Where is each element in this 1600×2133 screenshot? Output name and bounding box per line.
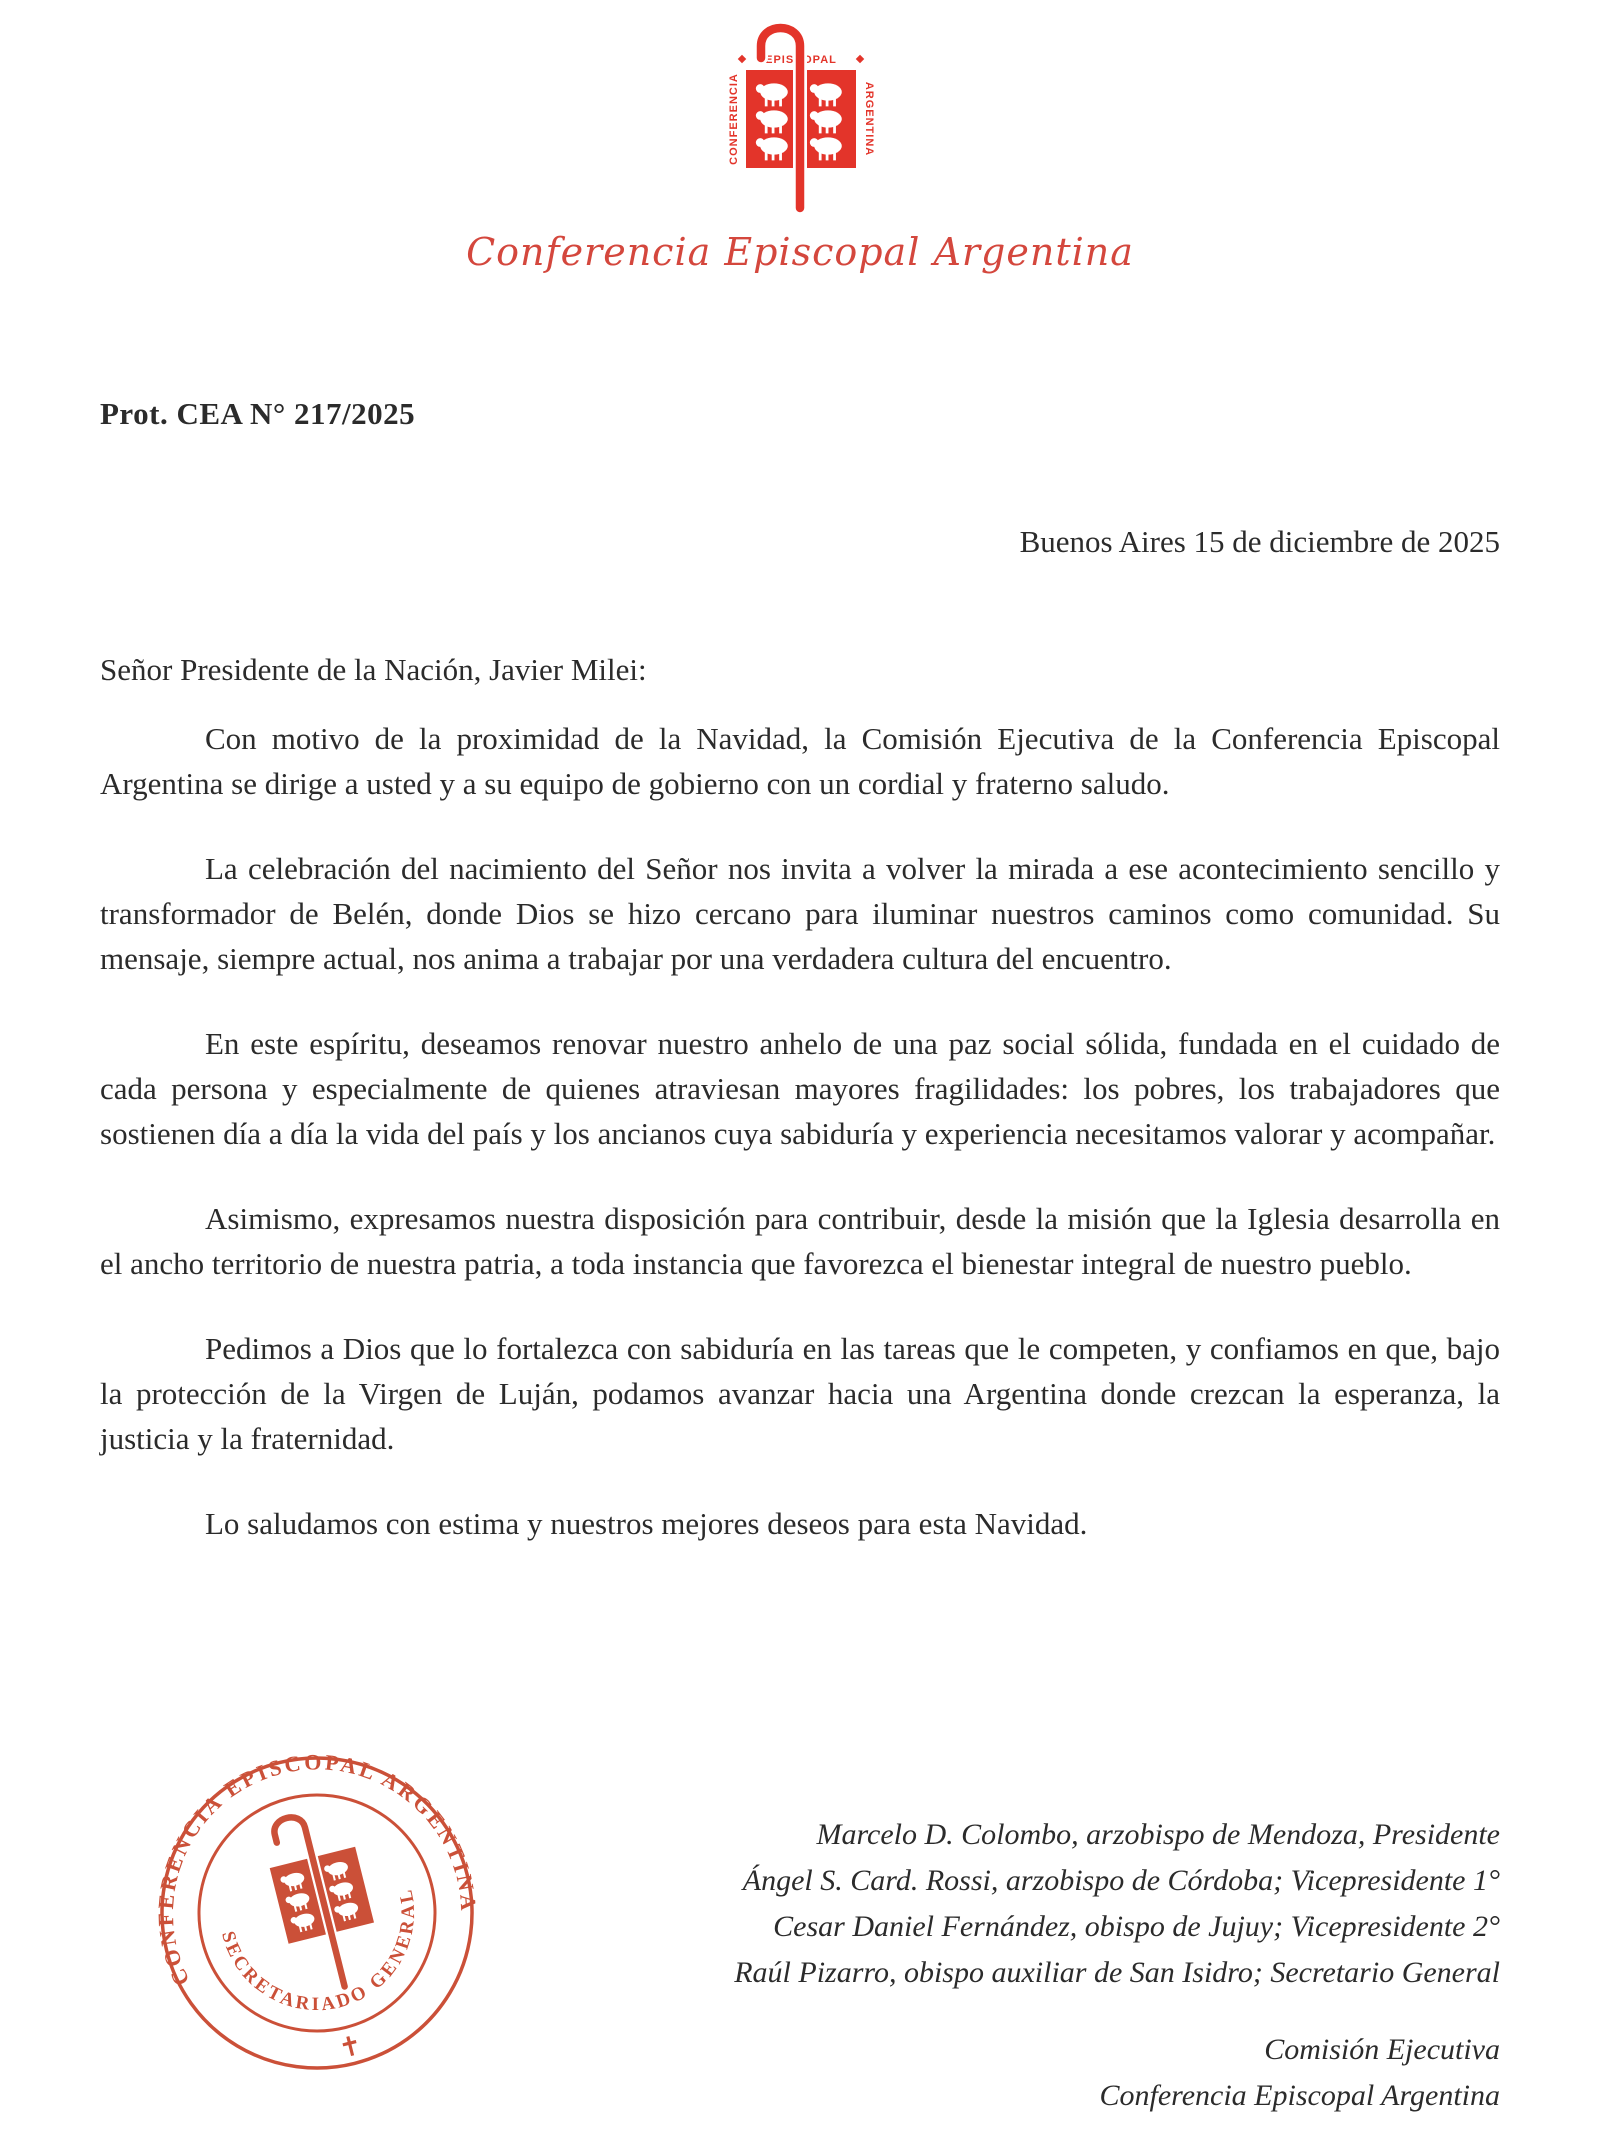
paragraph: Asimismo, expresamos nuestra disposición para contribuir, desde la misión que la Iglesia desarrolla en el ancho territorio de nuestra patria, a toda instancia que favorezca el bienestar integral de nuestro pueblo.	[100, 1201, 1500, 1281]
paragraph: Lo saludamos con estima y nuestros mejores deseos para esta Navidad.	[205, 1506, 1088, 1541]
signature-line: Raúl Pizarro, obispo auxiliar de San Isidro; Secretario General	[734, 1956, 1500, 1989]
signature-block	[734, 1812, 1500, 1996]
letterhead	[0, 0, 1600, 274]
closing-line-2: Conferencia Episcopal Argentina	[1099, 2079, 1500, 2112]
letter-body	[100, 716, 1500, 1546]
date-line: Buenos Aires 15 de diciembre de 2025	[1019, 524, 1500, 559]
signature-section	[0, 1742, 1600, 2133]
cea-crosier-logo-icon	[685, 12, 915, 217]
paragraph: En este espíritu, deseamos renovar nuestro anhelo de una paz social sólida, fundada en el cuidado de cada persona y especialmente de quienes atraviesan mayores fragilidades: los pobres, los trabajadores que sostienen día a día la vida del país y los ancianos cuya sabiduría y experiencia necesitamos valorar y acompañar.	[100, 1026, 1500, 1151]
paragraph: La celebración del nacimiento del Señor nos invita a volver la mirada a ese acontecimiento sencillo y transformador de Belén, donde Dios se hizo cercano para iluminar nuestros caminos como comunidad. Su mensaje, siempre actual, nos anima a trabajar por una verdadera cultura del encuentro.	[100, 851, 1500, 976]
paragraph: Con motivo de la proximidad de la Navidad, la Comisión Ejecutiva de la Conferencia Episcopal Argentina se dirige a usted y a su equipo de gobierno con un cordial y fraterno saludo.	[100, 721, 1500, 801]
closing-block	[1099, 2027, 1500, 2119]
seal-icon	[117, 1713, 517, 2113]
signature-line: Ángel S. Card. Rossi, arzobispo de Córdoba; Vicepresidente 1°	[742, 1864, 1500, 1897]
signature-line: Marcelo D. Colombo, arzobispo de Mendoza, Presidente	[816, 1818, 1500, 1851]
secretariat-seal	[152, 1748, 482, 2078]
seal-inner-text: SECRETARIADO GENERAL	[217, 1885, 420, 2016]
closing-line-1: Comisión Ejecutiva	[1264, 2033, 1500, 2066]
protocol-number: Prot. CEA N° 217/2025	[100, 396, 416, 431]
seal-cross-icon: ✝	[335, 2029, 366, 2066]
seal-outer-text: CONFERENCIA EPISCOPAL ARGENTINA	[152, 1749, 482, 1990]
logo-word-top: EPISCOPAL	[765, 54, 837, 66]
logo-word-left: CONFERENCIA	[728, 73, 740, 165]
signature-line: Cesar Daniel Fernández, obispo de Jujuy; Vicepresidente 2°	[773, 1910, 1500, 1943]
paragraph: Pedimos a Dios que lo fortalezca con sabiduría en las tareas que le competen, y confiamos en que, bajo la protección de la Virgen de Luján, podamos avanzar hacia una Argentina donde crezcan la esperanza, la justicia y la fraternidad.	[100, 1331, 1500, 1456]
logo-word-right: ARGENTINA	[863, 81, 875, 157]
salutation: Señor Presidente de la Nación, Javier Milei:	[100, 652, 647, 687]
letterhead-script-title: Conferencia Episcopal Argentina	[466, 230, 1134, 274]
